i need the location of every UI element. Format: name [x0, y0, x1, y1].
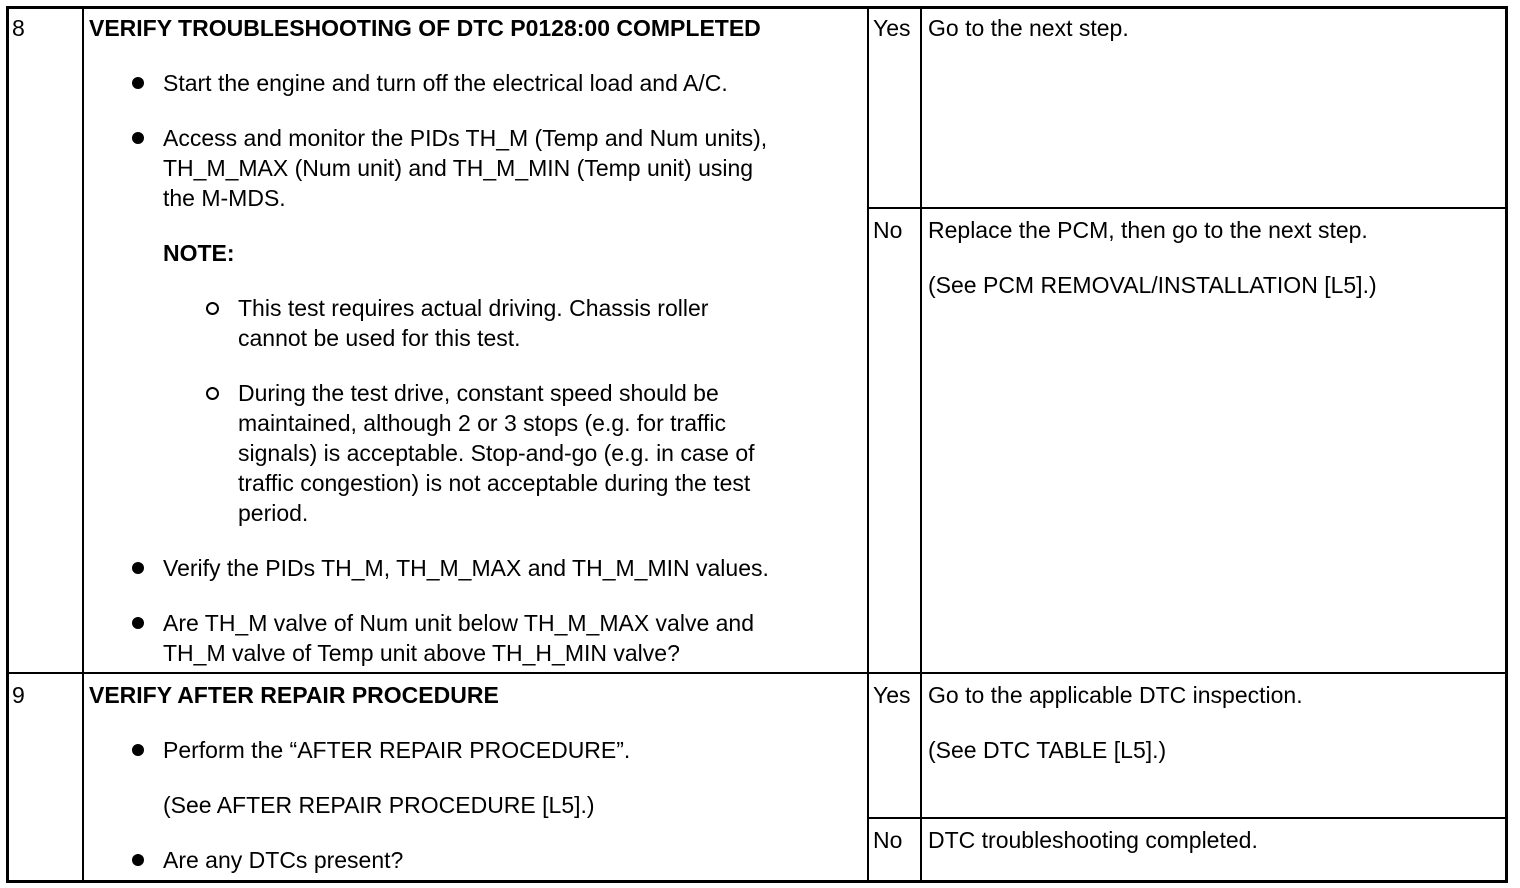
bullet-icon [132, 617, 144, 629]
bullet-icon [132, 744, 144, 756]
step-instruction: Are TH_M valve of Num unit below TH_M_MAX valve and [163, 610, 755, 636]
step-instruction: Are any DTCs present? [163, 847, 404, 873]
step-number: 9 [12, 682, 25, 708]
note-text: During the test drive, constant speed should be [238, 380, 719, 406]
step-instruction: TH_M_MAX (Num unit) and TH_M_MIN (Temp unit) using [163, 155, 754, 181]
note-text: maintained, although 2 or 3 stops (e.g. for traffic [238, 410, 726, 436]
note-text: signals) is acceptable. Stop-and-go (e.g. in case of [238, 440, 755, 466]
step-instruction: Start the engine and turn off the electrical load and A/C. [163, 70, 728, 96]
step-instruction: the M-MDS. [163, 185, 286, 211]
yes-no-divider [867, 207, 1508, 209]
row-divider [6, 672, 1508, 674]
bullet-icon [132, 562, 144, 574]
bullet-icon [132, 132, 144, 144]
column-divider [82, 6, 84, 883]
column-divider [867, 6, 869, 883]
no-label: No [873, 827, 903, 853]
yes-action: Go to the applicable DTC inspection. [928, 682, 1303, 708]
note-text: This test requires actual driving. Chassis roller [238, 295, 709, 321]
no-reference: (See PCM REMOVAL/INSTALLATION [L5].) [928, 272, 1377, 298]
no-label: No [873, 217, 903, 243]
yes-reference: (See DTC TABLE [L5].) [928, 737, 1167, 763]
step-instruction: TH_M valve of Temp unit above TH_H_MIN valve? [163, 640, 680, 666]
bullet-icon [132, 77, 144, 89]
no-action: Replace the PCM, then go to the next step. [928, 217, 1368, 243]
step-instruction: Perform the “AFTER REPAIR PROCEDURE”. [163, 737, 631, 763]
step-reference: (See AFTER REPAIR PROCEDURE [L5].) [163, 792, 595, 818]
step-instruction: Verify the PIDs TH_M, TH_M_MAX and TH_M_MIN values. [163, 555, 769, 581]
step-number: 8 [12, 15, 25, 41]
yes-action: Go to the next step. [928, 15, 1129, 41]
step-heading: VERIFY AFTER REPAIR PROCEDURE [89, 682, 499, 708]
yes-label: Yes [873, 15, 911, 41]
yes-no-divider [867, 817, 1508, 819]
bullet-icon [132, 854, 144, 866]
column-divider [920, 6, 922, 883]
sub-bullet-icon [206, 387, 219, 400]
step-instruction: Access and monitor the PIDs TH_M (Temp and Num units), [163, 125, 768, 151]
note-text: cannot be used for this test. [238, 325, 521, 351]
note-text: period. [238, 500, 309, 526]
sub-bullet-icon [206, 302, 219, 315]
no-action: DTC troubleshooting completed. [928, 827, 1258, 853]
note-text: traffic congestion) is not acceptable during the test [238, 470, 751, 496]
yes-label: Yes [873, 682, 911, 708]
note-label: NOTE: [163, 240, 235, 266]
step-heading: VERIFY TROUBLESHOOTING OF DTC P0128:00 COMPLETED [89, 15, 761, 41]
